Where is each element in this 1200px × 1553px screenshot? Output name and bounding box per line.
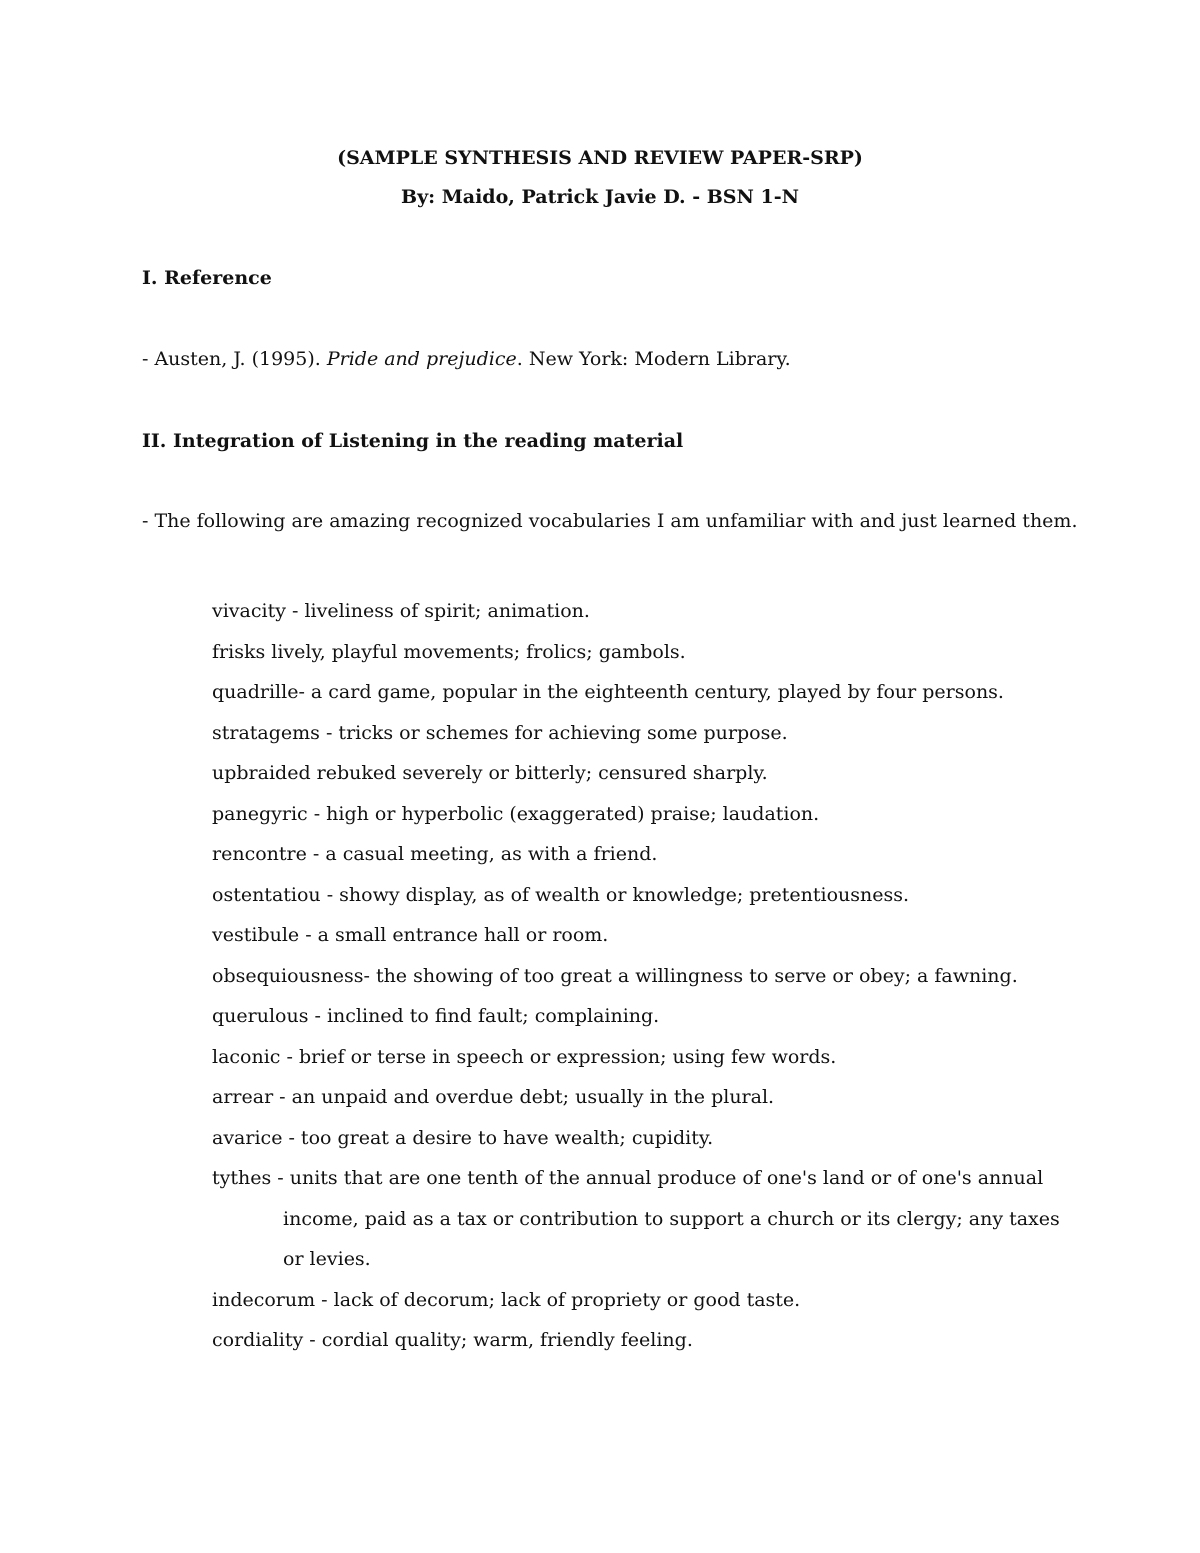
vocabulary-item: upbraided rebuked severely or bitterly; censured sharply. <box>212 762 768 784</box>
vocabulary-item: vivacity - liveliness of spirit; animation. <box>212 600 590 622</box>
vocabulary-item: frisks lively, playful movements; frolics; gambols. <box>212 640 686 663</box>
vocabulary-item: indecorum - lack of decorum; lack of propriety or good taste. <box>212 1288 801 1311</box>
vocabulary-item: quadrille- a card game, popular in the eighteenth century, played by four persons. <box>212 681 1004 703</box>
vocabulary-item: vestibule - a small entrance hall or room. <box>212 924 609 946</box>
vocabulary-item: obsequiousness- the showing of too great a willingness to serve or obey; a fawning. <box>212 964 1018 987</box>
reference-citation <box>142 347 791 371</box>
vocabulary-item: tythes - units that are one tenth of the annual produce of one's land or of one's annual income, paid as a tax or contribution to support a church or its clergy; any taxes or levies. <box>212 1167 1060 1270</box>
citation-prefix: - Austen, J. (1995). <box>142 348 327 370</box>
citation-title: Pride and prejudice <box>326 348 517 370</box>
document-title: (SAMPLE SYNTHESIS AND REVIEW PAPER-SRP) <box>337 147 863 169</box>
vocabulary-item: querulous - inclined to find fault; complaining. <box>212 1005 660 1027</box>
vocabulary-item: stratagems - tricks or schemes for achieving some purpose. <box>212 721 788 744</box>
vocabulary-item: panegyric - high or hyperbolic (exaggerated) praise; laudation. <box>212 802 820 825</box>
integration-heading: II. Integration of Listening in the reading material <box>142 430 684 452</box>
vocabulary-item: cordiality - cordial quality; warm, friendly feeling. <box>212 1329 693 1351</box>
vocabulary-item: rencontre - a casual meeting, as with a friend. <box>212 843 658 865</box>
reference-heading: I. Reference <box>142 267 272 289</box>
document-author: By: Maido, Patrick Javie D. - BSN 1-N <box>401 186 799 208</box>
vocabulary-item: laconic - brief or terse in speech or expression; using few words. <box>212 1045 837 1068</box>
vocabulary-item: avarice - too great a desire to have wealth; cupidity. <box>212 1126 714 1149</box>
vocabulary-item: ostentatiou - showy display, as of wealth or knowledge; pretentiousness. <box>212 883 910 906</box>
vocabulary-list <box>212 591 1072 1361</box>
citation-suffix: . New York: Modern Library. <box>516 348 791 370</box>
vocabulary-intro: - The following are amazing recognized vocabularies I am unfamiliar with and just learned them. <box>142 510 1078 532</box>
vocabulary-item: arrear - an unpaid and overdue debt; usually in the plural. <box>212 1086 775 1108</box>
